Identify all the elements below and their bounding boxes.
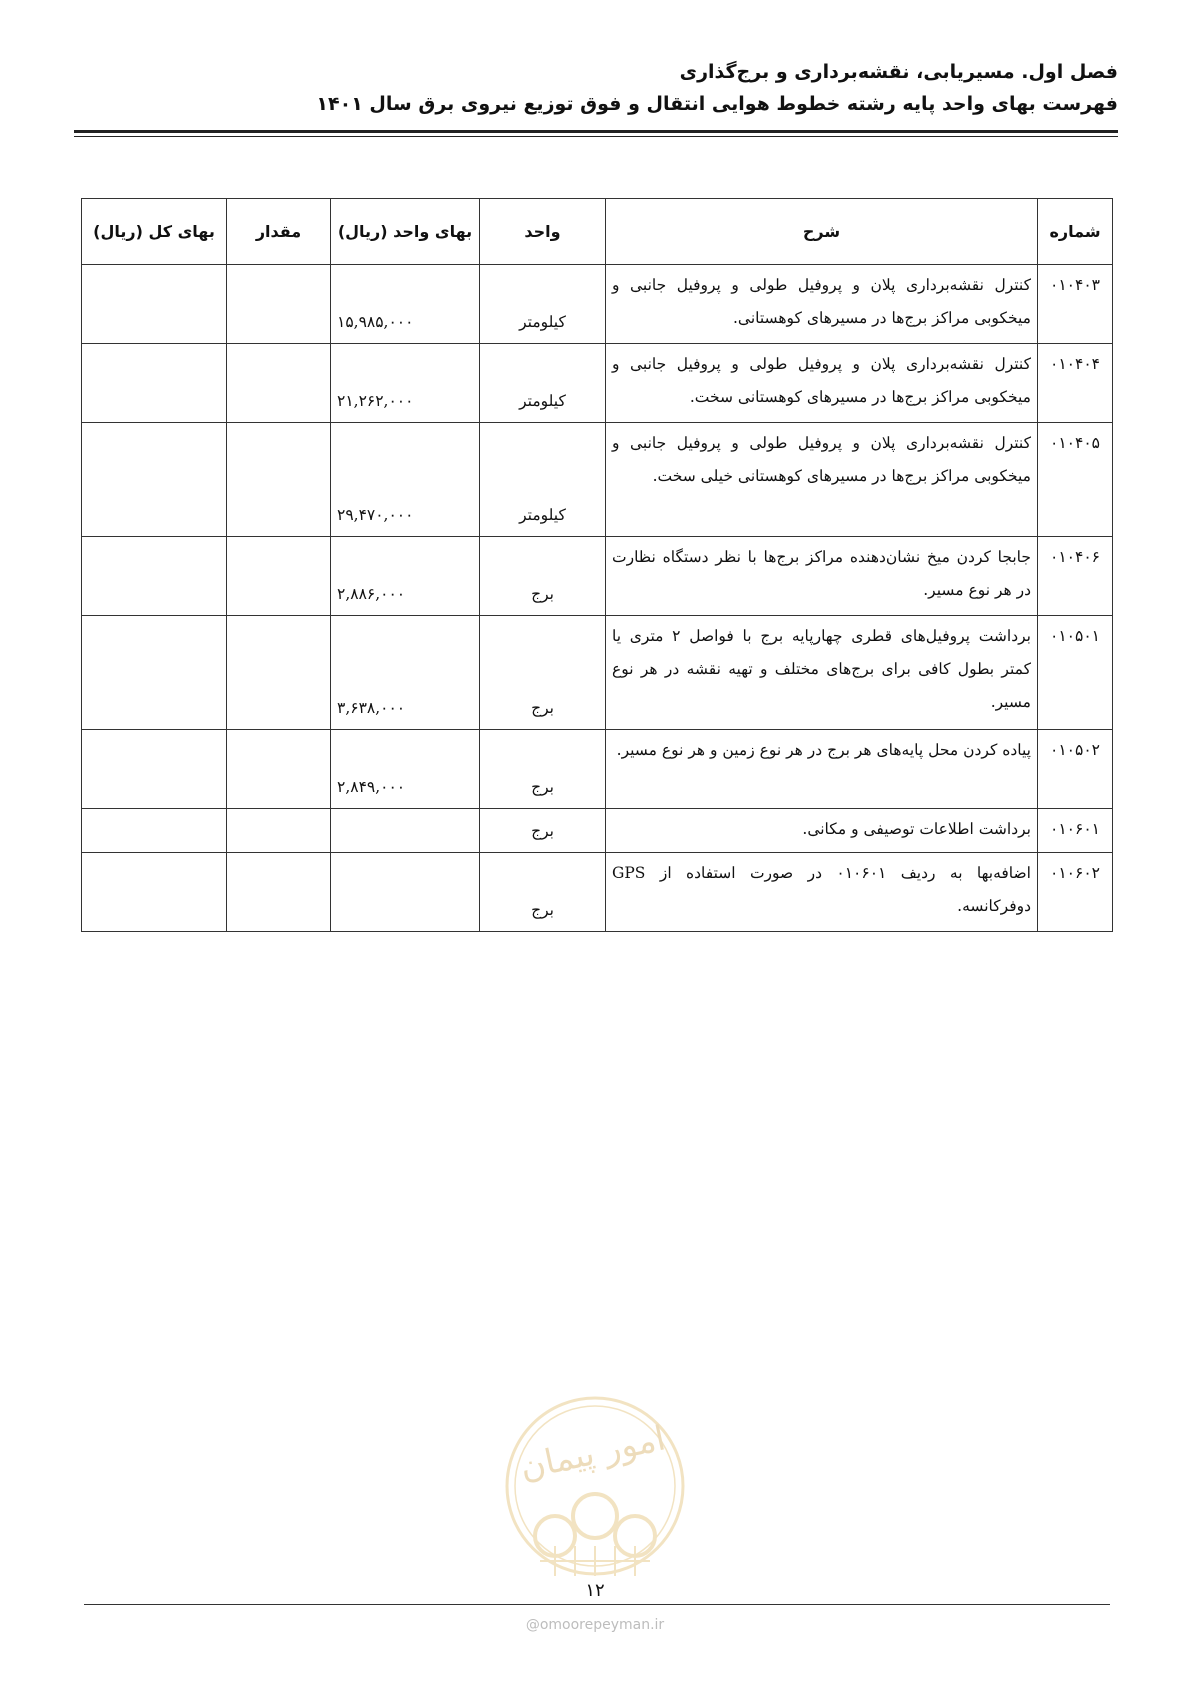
item-unit-price: ۲,۸۴۹,۰۰۰	[331, 730, 480, 809]
item-number: ۰۱۰۵۰۱	[1038, 616, 1113, 730]
item-number: ۰۱۰۴۰۶	[1038, 537, 1113, 616]
header-quantity: مقدار	[227, 199, 331, 265]
item-description: اضافه‌بها به ردیف ۰۱۰۶۰۱ در صورت استفاده از GPS دوفرکانسه.	[606, 853, 1038, 932]
item-total-price	[82, 809, 227, 853]
item-unit: برج	[480, 853, 606, 932]
page-number: ۱۲	[585, 1580, 605, 1601]
item-unit-price	[331, 809, 480, 853]
item-number: ۰۱۰۶۰۲	[1038, 853, 1113, 932]
item-description: کنترل نقشه‌برداری پلان و پروفیل طولی و پروفیل جانبی و میخکوبی مراکز برج‌ها در مسیرهای کوهستانی خیلی سخت.	[606, 423, 1038, 537]
item-unit: کیلومتر	[480, 265, 606, 344]
item-total-price	[82, 265, 227, 344]
item-unit-price	[331, 853, 480, 932]
table-row	[82, 423, 1113, 537]
item-quantity	[227, 344, 331, 423]
item-unit: برج	[480, 616, 606, 730]
header-rule-thick	[74, 130, 1118, 133]
item-unit-price: ۱۵,۹۸۵,۰۰۰	[331, 265, 480, 344]
header-number: شماره	[1038, 199, 1113, 265]
item-unit-price: ۲۱,۲۶۲,۰۰۰	[331, 344, 480, 423]
item-unit: کیلومتر	[480, 423, 606, 537]
header-unit-price: بهای واحد (ریال)	[331, 199, 480, 265]
item-number: ۰۱۰۵۰۲	[1038, 730, 1113, 809]
item-total-price	[82, 730, 227, 809]
header-description: شرح	[606, 199, 1038, 265]
header-unit: واحد	[480, 199, 606, 265]
item-total-price	[82, 853, 227, 932]
item-unit: کیلومتر	[480, 344, 606, 423]
table-row	[82, 265, 1113, 344]
item-description: کنترل نقشه‌برداری پلان و پروفیل طولی و پروفیل جانبی و میخکوبی مراکز برج‌ها در مسیرهای کوهستانی.	[606, 265, 1038, 344]
table-header-row	[82, 199, 1113, 265]
item-quantity	[227, 537, 331, 616]
item-total-price	[82, 537, 227, 616]
item-quantity	[227, 616, 331, 730]
item-quantity	[227, 853, 331, 932]
table-row	[82, 616, 1113, 730]
header-rule-thin	[74, 136, 1118, 137]
item-number: ۰۱۰۶۰۱	[1038, 809, 1113, 853]
item-total-price	[82, 616, 227, 730]
item-unit: برج	[480, 809, 606, 853]
document-title: فهرست بهای واحد پایه رشته خطوط هوایی انتقال و فوق توزیع نیروی برق سال ۱۴۰۱	[316, 93, 1118, 115]
item-unit-price: ۳,۶۳۸,۰۰۰	[331, 616, 480, 730]
item-quantity	[227, 423, 331, 537]
watermark-logo	[500, 1386, 690, 1586]
item-number: ۰۱۰۴۰۳	[1038, 265, 1113, 344]
item-quantity	[227, 265, 331, 344]
item-unit-price: ۲,۸۸۶,۰۰۰	[331, 537, 480, 616]
footer-rule	[84, 1604, 1110, 1605]
header-total-price: بهای کل (ریال)	[82, 199, 227, 265]
item-quantity	[227, 809, 331, 853]
price-table	[81, 198, 1113, 932]
item-unit: برج	[480, 537, 606, 616]
table-row	[82, 537, 1113, 616]
website-watermark: @omoorepeyman.ir	[525, 1617, 665, 1633]
table-row	[82, 853, 1113, 932]
item-unit: برج	[480, 730, 606, 809]
page-header	[74, 58, 1118, 118]
item-description: برداشت اطلاعات توصیفی و مکانی.	[606, 809, 1038, 853]
svg-text:امور پیمان: امور پیمان	[516, 1418, 669, 1489]
item-description: برداشت پروفیل‌های قطری چهارپایه برج با فواصل ۲ متری یا کمتر بطول کافی برای برج‌های مختلف و تهیه نقشه در هر نوع مسیر.	[606, 616, 1038, 730]
item-quantity	[227, 730, 331, 809]
item-number: ۰۱۰۴۰۴	[1038, 344, 1113, 423]
item-total-price	[82, 423, 227, 537]
item-description: جابجا کردن میخ نشان‌دهنده مراکز برج‌ها با نظر دستگاه نظارت در هر نوع مسیر.	[606, 537, 1038, 616]
item-description: کنترل نقشه‌برداری پلان و پروفیل طولی و پروفیل جانبی و میخکوبی مراکز برج‌ها در مسیرهای کوهستانی سخت.	[606, 344, 1038, 423]
table-row	[82, 730, 1113, 809]
chapter-title: فصل اول. مسیریابی، نقشه‌برداری و برج‌گذاری	[679, 61, 1118, 83]
item-description: پیاده کردن محل پایه‌های هر برج در هر نوع زمین و هر نوع مسیر.	[606, 730, 1038, 809]
item-number: ۰۱۰۴۰۵	[1038, 423, 1113, 537]
table-row	[82, 344, 1113, 423]
table-row	[82, 809, 1113, 853]
item-total-price	[82, 344, 227, 423]
item-unit-price: ۲۹,۴۷۰,۰۰۰	[331, 423, 480, 537]
